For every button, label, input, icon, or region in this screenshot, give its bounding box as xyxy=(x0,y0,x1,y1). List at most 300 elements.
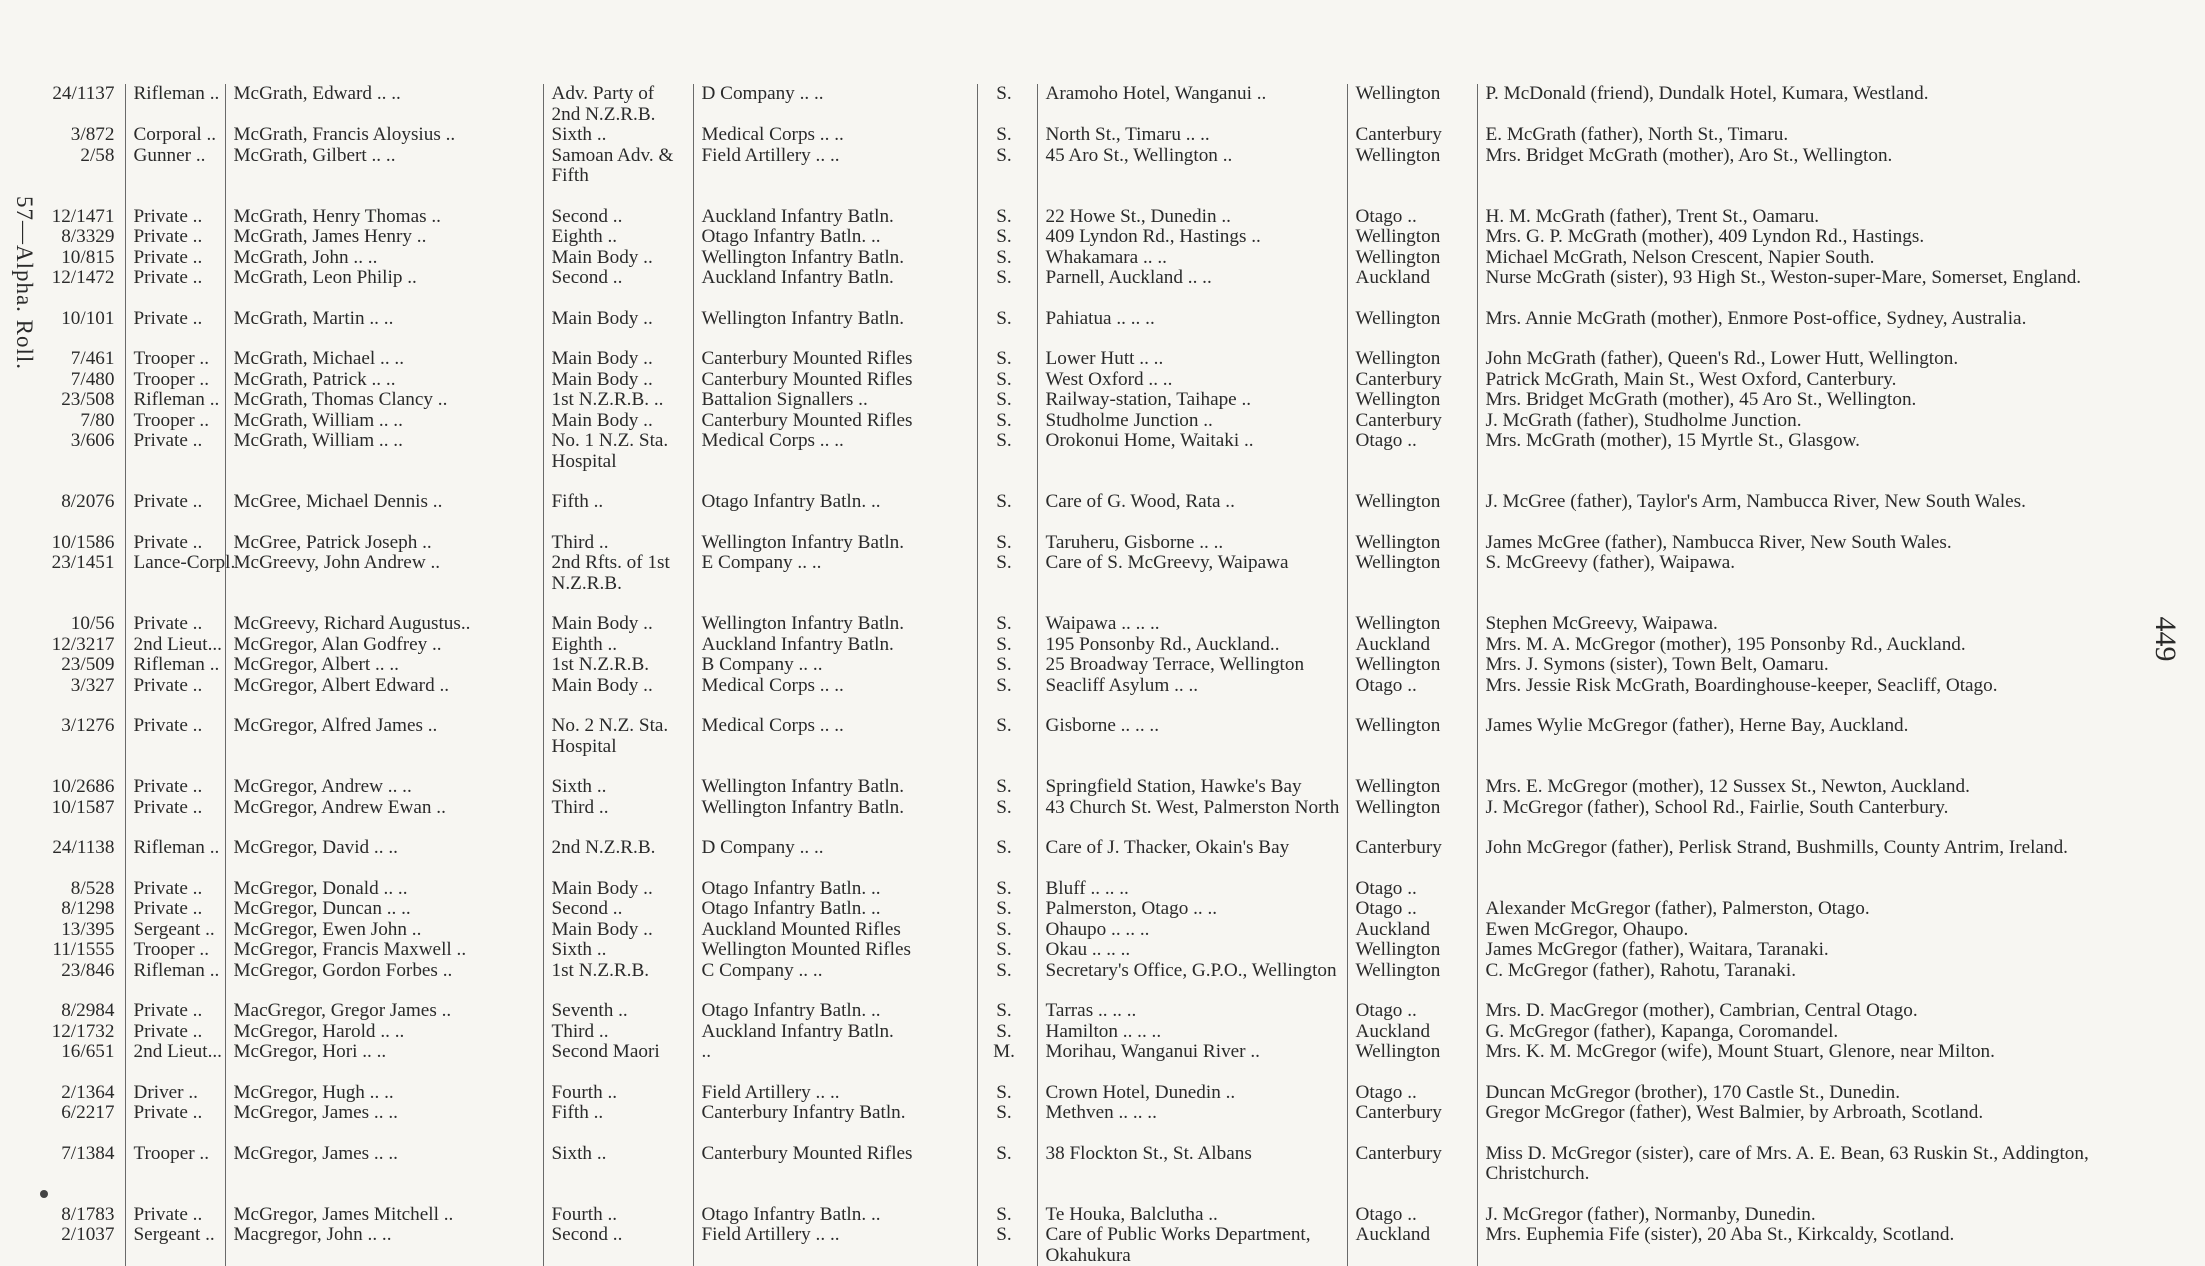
service-number: 11/1555 xyxy=(52,939,115,960)
soldier-name: McGreevy, John Andrew .. xyxy=(225,553,543,594)
unit: Eighth .. xyxy=(543,635,693,656)
marital-status: S. xyxy=(977,431,1037,472)
next-of-kin: P. McDonald (friend), Dundalk Hotel, Kumara, Westland. xyxy=(1477,84,2130,125)
unit: No. 2 N.Z. Sta. Hospital xyxy=(543,696,693,757)
next-of-kin: Mrs. K. M. McGregor (wife), Mount Stuart, Glenore, near Milton. xyxy=(1477,1042,2130,1063)
table-row xyxy=(30,594,2130,635)
marital-status: S. xyxy=(977,818,1037,859)
service-number: 12/1472 xyxy=(51,267,115,288)
roll-table xyxy=(30,84,2130,1266)
corps: Field Artillery .. .. xyxy=(693,1063,977,1104)
soldier-name: McGrath, James Henry .. xyxy=(225,227,543,248)
corps: Medical Corps .. .. xyxy=(693,431,977,472)
corps: Canterbury Mounted Rifles xyxy=(693,411,977,432)
next-of-kin: Mrs. Bridget McGrath (mother), Aro St., Wellington. xyxy=(1477,146,2130,187)
rank: Private .. xyxy=(125,289,225,330)
unit: Second .. xyxy=(543,899,693,920)
last-address: Orokonui Home, Waitaki .. xyxy=(1037,431,1347,472)
last-address: Gisborne .. .. .. xyxy=(1037,696,1347,757)
marital-status: S. xyxy=(977,248,1037,269)
unit: Sixth .. xyxy=(543,125,693,146)
unit: Main Body .. xyxy=(543,289,693,330)
unit: Samoan Adv. & Fifth xyxy=(543,146,693,187)
table-row xyxy=(30,248,2130,269)
last-address: 43 Church St. West, Palmerston North xyxy=(1037,798,1347,819)
table-row xyxy=(30,390,2130,411)
soldier-name: McGregor, Gordon Forbes .. xyxy=(225,961,543,982)
next-of-kin: John McGrath (father), Queen's Rd., Lower Hutt, Wellington. xyxy=(1477,329,2130,370)
corps: Medical Corps .. .. xyxy=(693,676,977,697)
rank: Sergeant .. xyxy=(125,1225,225,1266)
marital-status: S. xyxy=(977,655,1037,676)
rank: Sergeant .. xyxy=(125,920,225,941)
next-of-kin: J. McGrath (father), Studholme Junction. xyxy=(1477,411,2130,432)
unit: Main Body .. xyxy=(543,594,693,635)
table-row xyxy=(30,553,2130,594)
marital-status: S. xyxy=(977,696,1037,757)
next-of-kin: S. McGreevy (father), Waipawa. xyxy=(1477,553,2130,594)
corps: Wellington Infantry Batln. xyxy=(693,289,977,330)
table-row xyxy=(30,859,2130,900)
next-of-kin: Miss D. McGregor (sister), care of Mrs. A. E. Bean, 63 Ruskin St., Addington, Christchurch. xyxy=(1477,1124,2130,1185)
district: Auckland xyxy=(1347,1022,1477,1043)
marital-status: S. xyxy=(977,329,1037,370)
marital-status: S. xyxy=(977,125,1037,146)
corps: Wellington Infantry Batln. xyxy=(693,757,977,798)
table-row xyxy=(30,411,2130,432)
soldier-name: McGregor, Albert .. .. xyxy=(225,655,543,676)
last-address: Okau .. .. .. xyxy=(1037,940,1347,961)
corps: Otago Infantry Batln. .. xyxy=(693,1185,977,1226)
soldier-name: McGrath, Francis Aloysius .. xyxy=(225,125,543,146)
unit: Second .. xyxy=(543,187,693,228)
unit: 2nd Rfts. of 1st N.Z.R.B. xyxy=(543,553,693,594)
district: Canterbury xyxy=(1347,1124,1477,1185)
rank: Private .. xyxy=(125,187,225,228)
last-address: 45 Aro St., Wellington .. xyxy=(1037,146,1347,187)
marital-status: S. xyxy=(977,390,1037,411)
unit: Third .. xyxy=(543,1022,693,1043)
district: Canterbury xyxy=(1347,411,1477,432)
service-number: 8/1298 xyxy=(61,898,115,919)
district: Wellington xyxy=(1347,940,1477,961)
next-of-kin: Mrs. E. McGregor (mother), 12 Sussex St., Newton, Auckland. xyxy=(1477,757,2130,798)
service-number: 23/508 xyxy=(61,389,115,410)
corps: E Company .. .. xyxy=(693,553,977,594)
next-of-kin: Mrs. J. Symons (sister), Town Belt, Oamaru. xyxy=(1477,655,2130,676)
district: Otago .. xyxy=(1347,1185,1477,1226)
service-number: 10/1586 xyxy=(51,531,115,553)
next-of-kin: Mrs. Bridget McGrath (mother), 45 Aro St., Wellington. xyxy=(1477,390,2130,411)
district: Wellington xyxy=(1347,227,1477,248)
district: Wellington xyxy=(1347,696,1477,757)
soldier-name: McGregor, Andrew .. .. xyxy=(225,757,543,798)
marital-status: S. xyxy=(977,289,1037,330)
next-of-kin: H. M. McGrath (father), Trent St., Oamaru. xyxy=(1477,187,2130,228)
corps: Wellington Infantry Batln. xyxy=(693,798,977,819)
district: Otago .. xyxy=(1347,859,1477,900)
soldier-name: McGregor, Duncan .. .. xyxy=(225,899,543,920)
last-address: Seacliff Asylum .. .. xyxy=(1037,676,1347,697)
last-address: Hamilton .. .. .. xyxy=(1037,1022,1347,1043)
unit: Second .. xyxy=(543,1225,693,1266)
soldier-name: McGregor, Francis Maxwell .. xyxy=(225,940,543,961)
next-of-kin: J. McGregor (father), Normanby, Dunedin. xyxy=(1477,1185,2130,1226)
next-of-kin: Michael McGrath, Nelson Crescent, Napier South. xyxy=(1477,248,2130,269)
next-of-kin: J. McGregor (father), School Rd., Fairlie, South Canterbury. xyxy=(1477,798,2130,819)
rank: Trooper .. xyxy=(125,329,225,370)
soldier-name: McGregor, Donald .. .. xyxy=(225,859,543,900)
soldier-name: McGrath, Edward .. .. xyxy=(225,84,543,125)
table-row xyxy=(30,655,2130,676)
district: Canterbury xyxy=(1347,125,1477,146)
last-address: Ohaupo .. .. .. xyxy=(1037,920,1347,941)
marital-status: S. xyxy=(977,1225,1037,1266)
district: Otago .. xyxy=(1347,431,1477,472)
rank: 2nd Lieut... xyxy=(125,1042,225,1063)
next-of-kin: James Wylie McGregor (father), Herne Bay, Auckland. xyxy=(1477,696,2130,757)
district: Auckland xyxy=(1347,268,1477,289)
corps: Auckland Mounted Rifles xyxy=(693,920,977,941)
next-of-kin xyxy=(1477,859,2130,900)
rank: Private .. xyxy=(125,268,225,289)
service-number: 8/528 xyxy=(70,877,115,899)
unit: Sixth .. xyxy=(543,940,693,961)
table-row xyxy=(30,696,2130,757)
soldier-name: McGrath, Michael .. .. xyxy=(225,329,543,370)
table-row xyxy=(30,1124,2130,1185)
soldier-name: Macgregor, John .. .. xyxy=(225,1225,543,1266)
table-row xyxy=(30,187,2130,228)
rank: Private .. xyxy=(125,1185,225,1226)
next-of-kin: James McGregor (father), Waitara, Taranaki. xyxy=(1477,940,2130,961)
last-address: 195 Ponsonby Rd., Auckland.. xyxy=(1037,635,1347,656)
rank: Private .. xyxy=(125,594,225,635)
marital-status: S. xyxy=(977,676,1037,697)
table-row xyxy=(30,370,2130,391)
service-number: 13/395 xyxy=(61,918,115,940)
soldier-name: McGregor, Hori .. .. xyxy=(225,1042,543,1063)
service-number: 6/2217 xyxy=(61,1102,115,1123)
district: Canterbury xyxy=(1347,370,1477,391)
soldier-name: McGrath, Patrick .. .. xyxy=(225,370,543,391)
district: Wellington xyxy=(1347,248,1477,269)
unit: 1st N.Z.R.B. xyxy=(543,961,693,982)
corps: Otago Infantry Batln. .. xyxy=(693,859,977,900)
last-address: Railway-station, Taihape .. xyxy=(1037,390,1347,411)
last-address: Parnell, Auckland .. .. xyxy=(1037,268,1347,289)
service-number: 24/1138 xyxy=(52,837,115,858)
marital-status: S. xyxy=(977,594,1037,635)
corps: Canterbury Mounted Rifles xyxy=(693,1124,977,1185)
marital-status: S. xyxy=(977,940,1037,961)
next-of-kin: C. McGregor (father), Rahotu, Taranaki. xyxy=(1477,961,2130,982)
soldier-name: McGrath, Henry Thomas .. xyxy=(225,187,543,228)
rank: Driver .. xyxy=(125,1063,225,1104)
service-number: 7/80 xyxy=(80,409,115,431)
table-row xyxy=(30,981,2130,1022)
table-row xyxy=(30,146,2130,187)
unit: Second .. xyxy=(543,268,693,289)
last-address: Care of G. Wood, Rata .. xyxy=(1037,472,1347,513)
service-number: 10/815 xyxy=(61,246,115,268)
corps: Otago Infantry Batln. .. xyxy=(693,899,977,920)
marital-status: S. xyxy=(977,1063,1037,1104)
corps: Wellington Mounted Rifles xyxy=(693,940,977,961)
table-row xyxy=(30,818,2130,859)
unit: Seventh .. xyxy=(543,981,693,1022)
last-address: Whakamara .. .. xyxy=(1037,248,1347,269)
service-number: 3/872 xyxy=(70,124,115,145)
next-of-kin: Duncan McGregor (brother), 170 Castle St., Dunedin. xyxy=(1477,1063,2130,1104)
unit: Main Body .. xyxy=(543,329,693,370)
soldier-name: McGregor, David .. .. xyxy=(225,818,543,859)
marital-status: S. xyxy=(977,84,1037,125)
soldier-name: McGregor, James .. .. xyxy=(225,1103,543,1124)
district: Wellington xyxy=(1347,655,1477,676)
rank: Rifleman .. xyxy=(125,84,225,125)
last-address: Crown Hotel, Dunedin .. xyxy=(1037,1063,1347,1104)
service-number: 8/3329 xyxy=(61,226,115,247)
next-of-kin: Nurse McGrath (sister), 93 High St., Weston-super-Mare, Somerset, England. xyxy=(1477,268,2130,289)
next-of-kin: Alexander McGregor (father), Palmerston, Otago. xyxy=(1477,899,2130,920)
last-address: 38 Flockton St., St. Albans xyxy=(1037,1124,1347,1185)
soldier-name: McGregor, James Mitchell .. xyxy=(225,1185,543,1226)
next-of-kin: Ewen McGregor, Ohaupo. xyxy=(1477,920,2130,941)
last-address: 25 Broadway Terrace, Wellington xyxy=(1037,655,1347,676)
marital-status: S. xyxy=(977,1103,1037,1124)
marital-status: S. xyxy=(977,472,1037,513)
soldier-name: McGree, Michael Dennis .. xyxy=(225,472,543,513)
rank: Private .. xyxy=(125,472,225,513)
unit: Main Body .. xyxy=(543,411,693,432)
district: Wellington xyxy=(1347,594,1477,635)
soldier-name: McGrath, Leon Philip .. xyxy=(225,268,543,289)
table-row xyxy=(30,1063,2130,1104)
marital-status: S. xyxy=(977,757,1037,798)
unit: Fifth .. xyxy=(543,1103,693,1124)
soldier-name: McGrath, John .. .. xyxy=(225,248,543,269)
unit: Sixth .. xyxy=(543,1124,693,1185)
marital-status: S. xyxy=(977,635,1037,656)
corps: Medical Corps .. .. xyxy=(693,125,977,146)
last-address: Care of J. Thacker, Okain's Bay xyxy=(1037,818,1347,859)
service-number: 7/1384 xyxy=(61,1142,115,1164)
unit: Second Maori xyxy=(543,1042,693,1063)
corps: C Company .. .. xyxy=(693,961,977,982)
next-of-kin: Patrick McGrath, Main St., West Oxford, Canterbury. xyxy=(1477,370,2130,391)
unit: 2nd N.Z.R.B. xyxy=(543,818,693,859)
service-number: 7/461 xyxy=(70,348,115,369)
soldier-name: MacGregor, Gregor James .. xyxy=(225,981,543,1022)
soldier-name: McGrath, Gilbert .. .. xyxy=(225,146,543,187)
marital-status: S. xyxy=(977,981,1037,1022)
table-row xyxy=(30,899,2130,920)
table-row xyxy=(30,329,2130,370)
service-number: 23/1451 xyxy=(51,552,115,573)
marital-status: S. xyxy=(977,227,1037,248)
rank: Private .. xyxy=(125,1103,225,1124)
unit: Sixth .. xyxy=(543,757,693,798)
table-row xyxy=(30,289,2130,330)
corps: Canterbury Mounted Rifles xyxy=(693,370,977,391)
marital-status: S. xyxy=(977,1185,1037,1226)
last-address: Aramoho Hotel, Wanganui .. xyxy=(1037,84,1347,125)
last-address: North St., Timaru .. .. xyxy=(1037,125,1347,146)
district: Auckland xyxy=(1347,635,1477,656)
soldier-name: McGrath, Thomas Clancy .. xyxy=(225,390,543,411)
corps: Canterbury Infantry Batln. xyxy=(693,1103,977,1124)
district: Wellington xyxy=(1347,146,1477,187)
soldier-name: McGregor, Andrew Ewan .. xyxy=(225,798,543,819)
rank: Private .. xyxy=(125,981,225,1022)
corps: Canterbury Mounted Rifles xyxy=(693,329,977,370)
last-address: Care of Public Works Department, Okahukura xyxy=(1037,1225,1347,1266)
next-of-kin: Mrs. M. A. McGregor (mother), 195 Ponsonby Rd., Auckland. xyxy=(1477,635,2130,656)
rank: Trooper .. xyxy=(125,940,225,961)
service-number: 8/1783 xyxy=(61,1203,115,1225)
next-of-kin: Mrs. McGrath (mother), 15 Myrtle St., Glasgow. xyxy=(1477,431,2130,472)
marital-status: S. xyxy=(977,268,1037,289)
district: Canterbury xyxy=(1347,1103,1477,1124)
rank: Private .. xyxy=(125,696,225,757)
service-number: 12/1732 xyxy=(51,1020,115,1042)
last-address: Tarras .. .. .. xyxy=(1037,981,1347,1022)
service-number: 8/2984 xyxy=(61,1000,115,1021)
corps: Auckland Infantry Batln. xyxy=(693,635,977,656)
marital-status: S. xyxy=(977,146,1037,187)
corps: Auckland Infantry Batln. xyxy=(693,268,977,289)
table-row xyxy=(30,676,2130,697)
soldier-name: McGregor, Alfred James .. xyxy=(225,696,543,757)
next-of-kin: John McGregor (father), Perlisk Strand, Bushmills, County Antrim, Ireland. xyxy=(1477,818,2130,859)
service-number: 10/2686 xyxy=(51,776,115,797)
table-row xyxy=(30,1022,2130,1043)
rank: Private .. xyxy=(125,798,225,819)
soldier-name: McGrath, William .. .. xyxy=(225,431,543,472)
unit: Main Body .. xyxy=(543,676,693,697)
corps: Medical Corps .. .. xyxy=(693,696,977,757)
last-address: Taruheru, Gisborne .. .. xyxy=(1037,513,1347,554)
unit: Main Body .. xyxy=(543,920,693,941)
district: Otago .. xyxy=(1347,899,1477,920)
service-number: 24/1137 xyxy=(52,83,115,104)
marital-status: S. xyxy=(977,411,1037,432)
corps: Wellington Infantry Batln. xyxy=(693,513,977,554)
rank: Lance-Corpl. xyxy=(125,553,225,594)
district: Wellington xyxy=(1347,961,1477,982)
next-of-kin: Stephen McGreevy, Waipawa. xyxy=(1477,594,2130,635)
unit: Main Body .. xyxy=(543,370,693,391)
last-address: Morihau, Wanganui River .. xyxy=(1037,1042,1347,1063)
table-row xyxy=(30,268,2130,289)
service-number: 3/606 xyxy=(70,430,115,451)
soldier-name: McGrath, William .. .. xyxy=(225,411,543,432)
rank: Private .. xyxy=(125,248,225,269)
district: Auckland xyxy=(1347,1225,1477,1266)
last-address: West Oxford .. .. xyxy=(1037,370,1347,391)
table-row xyxy=(30,1225,2130,1266)
service-number: 2/58 xyxy=(80,144,115,166)
corps: D Company .. .. xyxy=(693,818,977,859)
soldier-name: McGree, Patrick Joseph .. xyxy=(225,513,543,554)
district: Otago .. xyxy=(1347,187,1477,228)
rank: Private .. xyxy=(125,431,225,472)
soldier-name: McGregor, James .. .. xyxy=(225,1124,543,1185)
last-address: Bluff .. .. .. xyxy=(1037,859,1347,900)
rank: Trooper .. xyxy=(125,1124,225,1185)
table-row xyxy=(30,84,2130,125)
marital-status: S. xyxy=(977,920,1037,941)
rank: Rifleman .. xyxy=(125,818,225,859)
last-address: Waipawa .. .. .. xyxy=(1037,594,1347,635)
rank: Private .. xyxy=(125,513,225,554)
table-row xyxy=(30,961,2130,982)
corps: Otago Infantry Batln. .. xyxy=(693,472,977,513)
district: Wellington xyxy=(1347,553,1477,594)
unit: Third .. xyxy=(543,798,693,819)
unit: Eighth .. xyxy=(543,227,693,248)
ink-mark xyxy=(40,1190,48,1198)
corps: Auckland Infantry Batln. xyxy=(693,1022,977,1043)
last-address: Care of S. McGreevy, Waipawa xyxy=(1037,553,1347,594)
rank: Gunner .. xyxy=(125,146,225,187)
service-number: 16/651 xyxy=(61,1041,115,1062)
unit: Fifth .. xyxy=(543,472,693,513)
corps: Otago Infantry Batln. .. xyxy=(693,227,977,248)
service-number: 3/327 xyxy=(70,674,115,696)
corps: Field Artillery .. .. xyxy=(693,146,977,187)
district: Otago .. xyxy=(1347,676,1477,697)
rank: Private .. xyxy=(125,899,225,920)
rank: Private .. xyxy=(125,859,225,900)
last-address: 409 Lyndon Rd., Hastings .. xyxy=(1037,227,1347,248)
next-of-kin: James McGree (father), Nambucca River, New South Wales. xyxy=(1477,513,2130,554)
rank: 2nd Lieut... xyxy=(125,635,225,656)
district: Wellington xyxy=(1347,289,1477,330)
section-label: 57—Alpha. Roll. xyxy=(12,195,37,371)
table-row xyxy=(30,1103,2130,1124)
next-of-kin: E. McGrath (father), North St., Timaru. xyxy=(1477,125,2130,146)
unit: Fourth .. xyxy=(543,1063,693,1104)
marital-status: S. xyxy=(977,961,1037,982)
marital-status: S. xyxy=(977,513,1037,554)
soldier-name: McGregor, Hugh .. .. xyxy=(225,1063,543,1104)
soldier-name: McGregor, Alan Godfrey .. xyxy=(225,635,543,656)
unit: Adv. Party of 2nd N.Z.R.B. xyxy=(543,84,693,125)
unit: Fourth .. xyxy=(543,1185,693,1226)
unit: No. 1 N.Z. Sta. Hospital xyxy=(543,431,693,472)
district: Wellington xyxy=(1347,513,1477,554)
unit: Main Body .. xyxy=(543,248,693,269)
marital-status: S. xyxy=(977,1022,1037,1043)
unit: Main Body .. xyxy=(543,859,693,900)
district: Wellington xyxy=(1347,798,1477,819)
district: Otago .. xyxy=(1347,1063,1477,1104)
rank: Rifleman .. xyxy=(125,655,225,676)
service-number: 12/3217 xyxy=(51,633,115,655)
district: Wellington xyxy=(1347,1042,1477,1063)
district: Canterbury xyxy=(1347,818,1477,859)
district: Wellington xyxy=(1347,84,1477,125)
next-of-kin: Gregor McGregor (father), West Balmier, by Arbroath, Scotland. xyxy=(1477,1103,2130,1124)
service-number: 10/56 xyxy=(70,613,115,634)
unit: 1st N.Z.R.B. .. xyxy=(543,390,693,411)
last-address: Springfield Station, Hawke's Bay xyxy=(1037,757,1347,798)
service-number: 7/480 xyxy=(70,368,115,390)
table-row xyxy=(30,431,2130,472)
table-row xyxy=(30,472,2130,513)
